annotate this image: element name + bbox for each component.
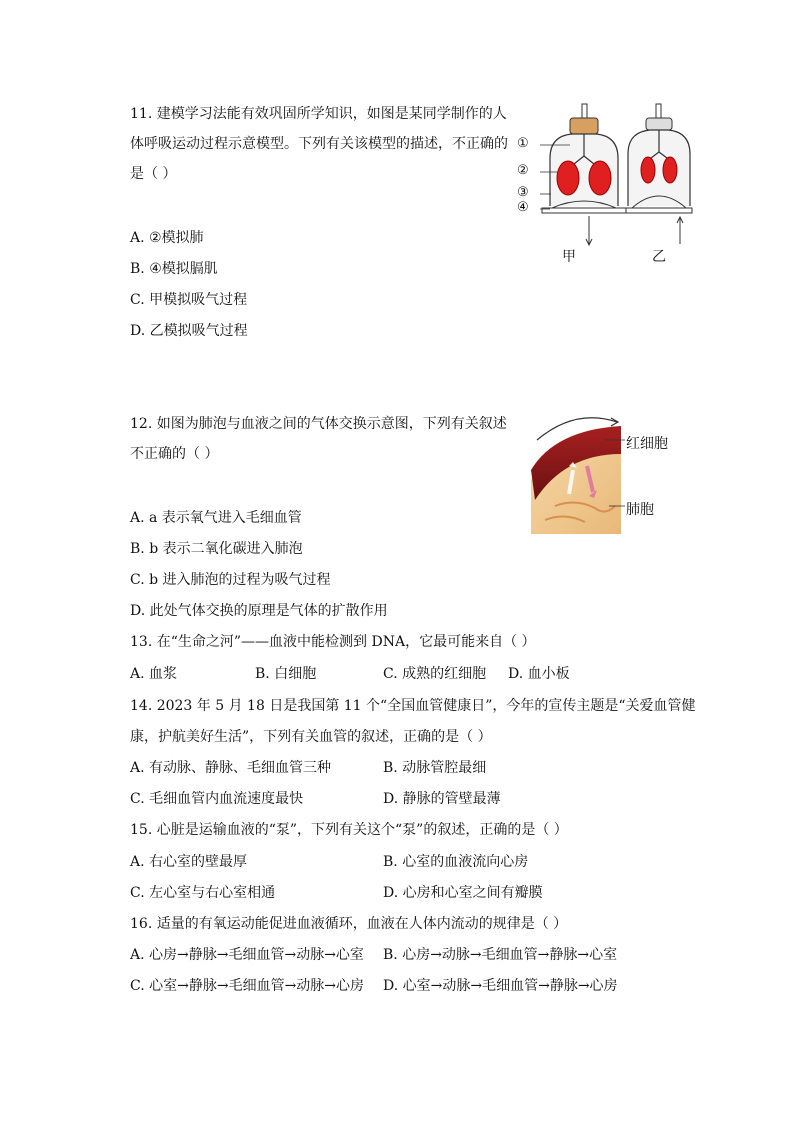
q11-option-d[interactable]: D. 乙模拟吸气过程 (130, 323, 248, 339)
q16-stem: 16. 适量的有氧运动能促进血液循环，血液在人体内流动的规律是（ ） (130, 916, 568, 932)
q12-option-c[interactable]: C. b 进入肺泡的过程为吸气过程 (130, 572, 331, 588)
q16-option-c[interactable]: C. 心室→静脉→毛细血管→动脉→心房 (130, 978, 365, 994)
label-jia: 甲 (562, 249, 576, 265)
q12-stem-line-2: 不正确的（ ） (130, 446, 219, 462)
jar-yi (626, 104, 692, 244)
q12-stem-line-1: 12. 如图为肺泡与血液之间的气体交换示意图，下列有关叙述 (130, 416, 507, 432)
q13-stem: 13. 在“生命之河”——血液中能检测到 DNA，它最可能来自（ ） (130, 634, 536, 650)
q11-option-a[interactable]: A. ②模拟肺 (130, 230, 204, 246)
q12-option-a[interactable]: A. a 表示氧气进入毛细血管 (130, 510, 302, 526)
q13-option-b[interactable]: B. 白细胞 (255, 666, 317, 682)
q16-option-a[interactable]: A. 心房→静脉→毛细血管→动脉→心室 (130, 947, 364, 963)
q14-option-c[interactable]: C. 毛细血管内血流速度最快 (130, 791, 304, 807)
q13-option-c[interactable]: C. 成熟的红细胞 (383, 666, 487, 682)
breathing-model-figure (510, 98, 710, 268)
q15-option-b[interactable]: B. 心室的血液流向心房 (383, 854, 529, 870)
q12-option-b[interactable]: B. b 表示二氧化碳进入肺泡 (130, 541, 303, 557)
marker-4: ④ (517, 200, 529, 215)
q15-option-c[interactable]: C. 左心室与右心室相通 (130, 885, 276, 901)
q11-stem-line-2: 体呼吸运动过程示意模型。下列有关该模型的描述，不正确的 (130, 136, 508, 152)
jar-jia (540, 104, 626, 245)
q11-option-c[interactable]: C. 甲模拟吸气过程 (130, 292, 248, 308)
marker-1: ① (517, 136, 529, 151)
q12-option-d[interactable]: D. 此处气体交换的原理是气体的扩散作用 (130, 603, 388, 619)
q13-option-d[interactable]: D. 血小板 (508, 666, 570, 682)
q15-option-d[interactable]: D. 心房和心室之间有瓣膜 (383, 885, 543, 901)
label-red-blood-cell: 红细胞 (626, 436, 668, 452)
q13-option-a[interactable]: A. 血浆 (130, 666, 178, 682)
label-yi: 乙 (652, 249, 666, 265)
q14-option-a[interactable]: A. 有动脉、静脉、毛细血管三种 (130, 760, 332, 776)
q14-stem-line-2: 康，护航美好生活”，下列有关血管的叙述，正确的是（ ） (130, 729, 492, 745)
q14-option-d[interactable]: D. 静脉的管壁最薄 (383, 791, 501, 807)
q14-option-b[interactable]: B. 动脉管腔最细 (383, 760, 487, 776)
marker-3: ③ (517, 185, 529, 200)
q15-stem: 15. 心脏是运输血液的“泵”，下列有关这个“泵”的叙述，正确的是（ ） (130, 822, 568, 838)
q11-stem-line-3: 是（ ） (130, 166, 177, 182)
q16-option-b[interactable]: B. 心房→动脉→毛细血管→静脉→心室 (383, 947, 618, 963)
q15-option-a[interactable]: A. 右心室的壁最厚 (130, 854, 248, 870)
gas-exchange-figure (525, 410, 695, 538)
q14-stem-line-1: 14. 2023 年 5 月 18 日是我国第 11 个“全国血管健康日”，今年的宣传主题是“关爱血管健 (130, 698, 696, 714)
q16-option-d[interactable]: D. 心室→动脉→毛细血管→静脉→心房 (383, 978, 618, 994)
q11-stem-line-1: 11. 建模学习法能有效巩固所学知识，如图是某同学制作的人 (130, 106, 507, 122)
marker-2: ② (517, 163, 529, 178)
q11-option-b[interactable]: B. ④模拟膈肌 (130, 261, 218, 277)
label-alveolus: 肺胞 (626, 502, 654, 518)
